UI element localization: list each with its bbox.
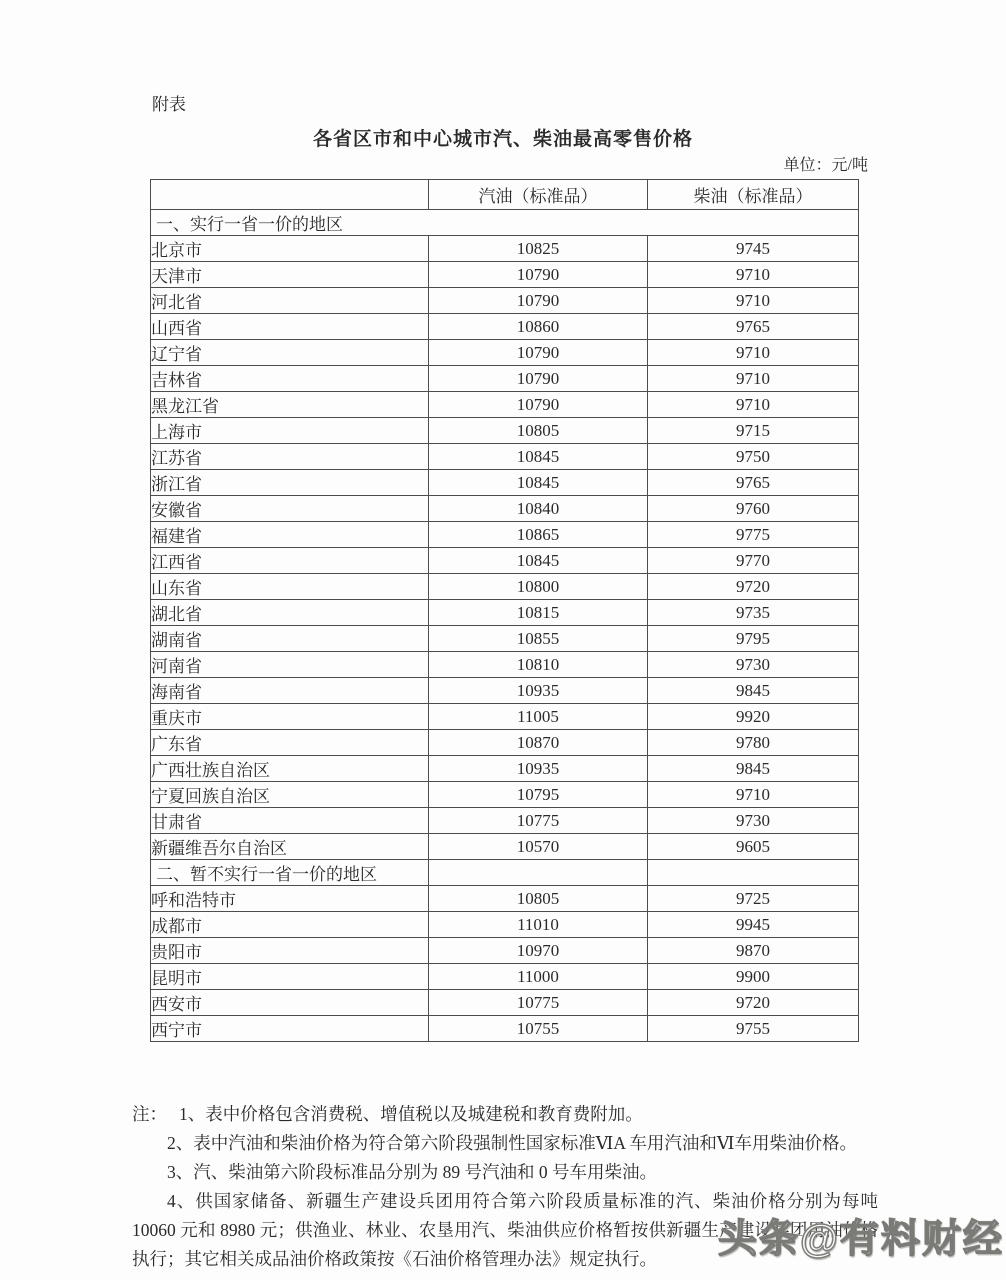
notes-label: 注： [132,1104,167,1124]
region-cell: 上海市 [151,418,429,444]
gasoline-cell: 10790 [429,392,648,418]
table-row [151,340,859,366]
gasoline-cell: 10870 [429,730,648,756]
section-heading-row [151,210,859,236]
diesel-cell: 9725 [648,886,859,912]
appendix-label: 附表 [152,95,186,114]
diesel-cell: 9715 [648,418,859,444]
gasoline-cell: 10790 [429,366,648,392]
region-cell: 湖北省 [151,600,429,626]
region-cell: 成都市 [151,912,429,938]
diesel-cell: 9845 [648,756,859,782]
diesel-cell: 9710 [648,340,859,366]
region-cell: 浙江省 [151,470,429,496]
diesel-cell: 9760 [648,496,859,522]
table-row [151,392,859,418]
note-text: 1、表中价格包含消费税、增值税以及城建税和教育费附加。 [179,1104,643,1124]
gasoline-cell: 10795 [429,782,648,808]
table-row [151,600,859,626]
region-cell: 江西省 [151,548,429,574]
region-cell: 安徽省 [151,496,429,522]
table-row [151,652,859,678]
diesel-cell: 9710 [648,262,859,288]
diesel-cell: 9765 [648,470,859,496]
region-cell: 湖南省 [151,626,429,652]
region-cell: 广西壮族自治区 [151,756,429,782]
region-cell: 山西省 [151,314,429,340]
table-row [151,496,859,522]
diesel-cell: 9920 [648,704,859,730]
diesel-cell: 9750 [648,444,859,470]
gasoline-cell: 10810 [429,652,648,678]
table-row [151,912,859,938]
region-cell: 西安市 [151,990,429,1016]
table-row [151,262,859,288]
gasoline-cell: 10840 [429,496,648,522]
gasoline-cell: 10865 [429,522,648,548]
diesel-cell: 9770 [648,548,859,574]
gasoline-cell: 10790 [429,262,648,288]
watermark: 头条@有料财经 [717,1218,1004,1261]
table-body [151,210,859,1042]
gasoline-cell: 10755 [429,1016,648,1042]
region-cell: 黑龙江省 [151,392,429,418]
table-row [151,782,859,808]
table-row [151,288,859,314]
table-row [151,964,859,990]
region-cell: 北京市 [151,236,429,262]
diesel-cell: 9755 [648,1016,859,1042]
gasoline-cell: 10845 [429,444,648,470]
region-cell: 海南省 [151,678,429,704]
table-row [151,522,859,548]
note-item: 3、汽、柴油第六阶段标准品分别为 89 号汽油和 0 号车用柴油。 [167,1162,657,1182]
region-cell: 河北省 [151,288,429,314]
section-heading: 二、暂不实行一省一价的地区 [151,860,429,886]
table-row [151,808,859,834]
region-cell: 天津市 [151,262,429,288]
table-row [151,626,859,652]
page-title: 各省区市和中心城市汽、柴油最高零售价格 [312,129,693,150]
table-row [151,938,859,964]
gasoline-cell: 10935 [429,678,648,704]
table-row [151,444,859,470]
diesel-cell: 9720 [648,574,859,600]
region-cell: 重庆市 [151,704,429,730]
table-row [151,366,859,392]
diesel-cell: 9775 [648,522,859,548]
gasoline-cell: 11005 [429,704,648,730]
region-cell: 河南省 [151,652,429,678]
note-item [132,1100,878,1129]
column-header-0 [151,180,429,210]
section-empty-cell [648,860,859,886]
region-cell: 宁夏回族自治区 [151,782,429,808]
gasoline-cell: 11000 [429,964,648,990]
gasoline-cell: 10935 [429,756,648,782]
table-row [151,236,859,262]
diesel-cell: 9900 [648,964,859,990]
gasoline-cell: 10860 [429,314,648,340]
section-heading: 一、实行一省一价的地区 [151,210,859,236]
header-row [151,180,859,210]
region-cell: 吉林省 [151,366,429,392]
diesel-cell: 9780 [648,730,859,756]
gasoline-cell: 10800 [429,574,648,600]
diesel-cell: 9730 [648,808,859,834]
diesel-cell: 9710 [648,366,859,392]
column-header-2: 柴油（标准品） [648,180,859,210]
note-item: 2、表中汽油和柴油价格为符合第六阶段强制性国家标准ⅥA 车用汽油和Ⅵ车用柴油价格。 [167,1133,857,1153]
gasoline-cell: 11010 [429,912,648,938]
gasoline-cell: 10790 [429,340,648,366]
gasoline-cell: 10805 [429,886,648,912]
table-row [151,834,859,860]
diesel-cell: 9605 [648,834,859,860]
price-table [150,179,859,1042]
gasoline-cell: 10775 [429,990,648,1016]
diesel-cell: 9730 [648,652,859,678]
section-empty-cell [429,860,648,886]
region-cell: 江苏省 [151,444,429,470]
diesel-cell: 9845 [648,678,859,704]
gasoline-cell: 10855 [429,626,648,652]
table-row [151,470,859,496]
table-row [151,886,859,912]
table-row [151,574,859,600]
region-cell: 甘肃省 [151,808,429,834]
gasoline-cell: 10805 [429,418,648,444]
gasoline-cell: 10845 [429,470,648,496]
table-row [151,548,859,574]
unit-label: 单位：元/吨 [783,157,868,174]
region-cell: 山东省 [151,574,429,600]
table-row [151,314,859,340]
region-cell: 新疆维吾尔自治区 [151,834,429,860]
region-cell: 辽宁省 [151,340,429,366]
table-row [151,678,859,704]
gasoline-cell: 10970 [429,938,648,964]
table-row [151,756,859,782]
gasoline-cell: 10570 [429,834,648,860]
note-item: 4、供国家储备、新疆生产建设兵团用符合第六阶段质量标准的汽、柴油价格分别为每吨 10060 元和 8980 元；供渔业、林业、农垦用汽、柴油供应价格暂按供新疆生产建设兵团用油价格执行；其它相关成品油价格政策按《石油价格管理办法》规定执行。 [132,1191,878,1269]
region-cell: 贵阳市 [151,938,429,964]
diesel-cell: 9710 [648,782,859,808]
region-cell: 昆明市 [151,964,429,990]
region-cell: 广东省 [151,730,429,756]
diesel-cell: 9710 [648,392,859,418]
gasoline-cell: 10815 [429,600,648,626]
diesel-cell: 9945 [648,912,859,938]
diesel-cell: 9710 [648,288,859,314]
region-cell: 西宁市 [151,1016,429,1042]
table-row [151,990,859,1016]
diesel-cell: 9745 [648,236,859,262]
gasoline-cell: 10790 [429,288,648,314]
diesel-cell: 9765 [648,314,859,340]
table-row [151,1016,859,1042]
diesel-cell: 9720 [648,990,859,1016]
region-cell: 呼和浩特市 [151,886,429,912]
table-row [151,730,859,756]
table-header [151,180,859,210]
gasoline-cell: 10825 [429,236,648,262]
section-heading-row [151,860,859,886]
region-cell: 福建省 [151,522,429,548]
column-header-1: 汽油（标准品） [429,180,648,210]
diesel-cell: 9735 [648,600,859,626]
diesel-cell: 9795 [648,626,859,652]
table-row [151,704,859,730]
gasoline-cell: 10845 [429,548,648,574]
table-row [151,418,859,444]
gasoline-cell: 10775 [429,808,648,834]
diesel-cell: 9870 [648,938,859,964]
